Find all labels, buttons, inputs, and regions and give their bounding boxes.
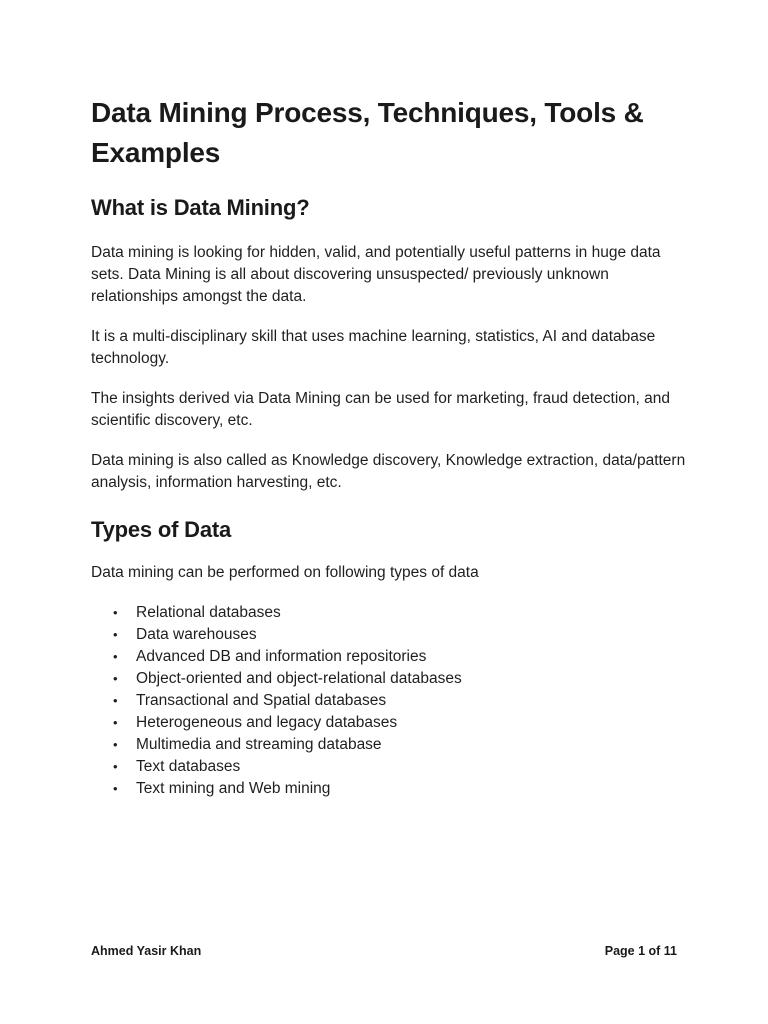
list-item — [91, 778, 691, 800]
list-item — [91, 602, 691, 624]
section-heading-types-of-data: Types of Data — [91, 517, 232, 542]
list-item-text: Object-oriented and object-relational databases — [136, 670, 462, 687]
list-item-text: Relational databases — [136, 604, 281, 621]
list-item — [91, 624, 691, 646]
paragraph-multidisciplinary: It is a multi-disciplinary skill that uses machine learning, statistics, AI and database technology. — [91, 328, 656, 367]
list-item — [91, 646, 691, 668]
bullet-icon: • — [113, 715, 118, 730]
list-item-text: Data warehouses — [136, 626, 257, 643]
paragraph-insights: The insights derived via Data Mining can be used for marketing, fraud detection, and scientific discovery, etc. — [91, 390, 670, 429]
list-item-text: Text mining and Web mining — [136, 780, 331, 797]
bullet-icon: • — [113, 605, 118, 620]
paragraph-also-called: Data mining is also called as Knowledge discovery, Knowledge extraction, data/pattern analysis, information harvesting, etc. — [91, 452, 686, 491]
footer-page-number: Page 1 of 11 — [604, 944, 677, 958]
bullet-icon: • — [113, 649, 118, 664]
list-item-text: Heterogeneous and legacy databases — [136, 714, 398, 731]
list-item — [91, 690, 691, 712]
footer-author: Ahmed Yasir Khan — [91, 944, 202, 958]
list-item — [91, 734, 691, 756]
bullet-icon: • — [113, 737, 118, 752]
section-heading-what-is-data-mining: What is Data Mining? — [91, 195, 310, 220]
list-item — [91, 712, 691, 734]
bullet-icon: • — [113, 693, 118, 708]
document-title: Data Mining Process, Techniques, Tools & Examples — [91, 97, 644, 168]
list-item-text: Advanced DB and information repositories — [136, 648, 427, 665]
page-content — [91, 93, 691, 800]
bullet-icon: • — [113, 759, 118, 774]
types-of-data-list — [91, 602, 691, 800]
bullet-icon: • — [113, 781, 118, 796]
list-item — [91, 668, 691, 690]
bullet-icon: • — [113, 627, 118, 642]
paragraph-definition: Data mining is looking for hidden, valid, and potentially useful patterns in huge data sets. Data Mining is all about discovering unsuspected/ previously unknown relationships amongst the data. — [91, 244, 661, 305]
paragraph-types-intro: Data mining can be performed on following types of data — [91, 564, 479, 581]
list-item-text: Transactional and Spatial databases — [136, 692, 387, 709]
list-item-text: Text databases — [136, 758, 241, 775]
bullet-icon: • — [113, 671, 118, 686]
list-item — [91, 756, 691, 778]
list-item-text: Multimedia and streaming database — [136, 736, 382, 753]
